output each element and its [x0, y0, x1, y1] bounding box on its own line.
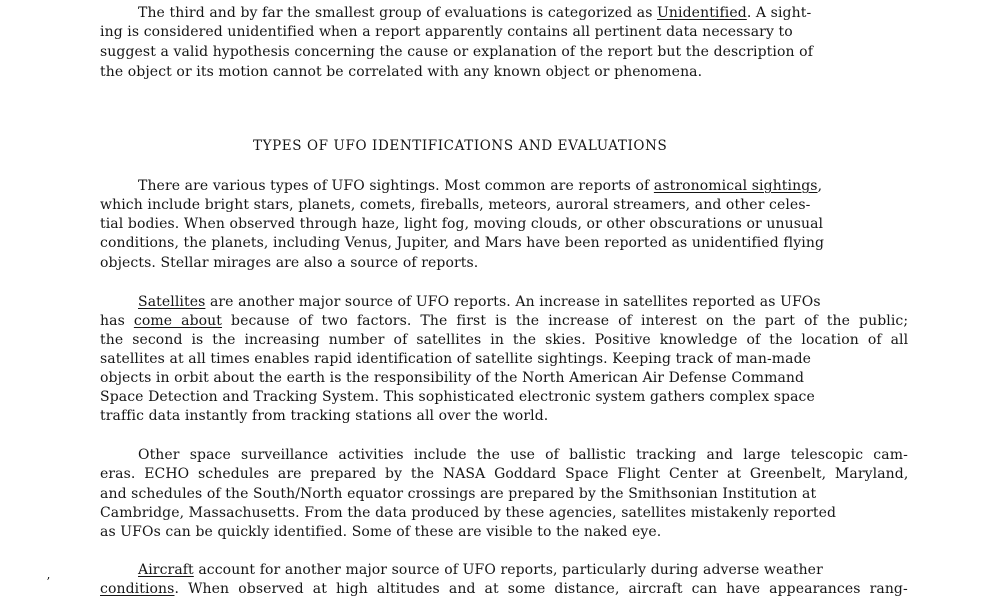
text-line: Other space surveillance activities include the use of ballistic tracking and large telescopic cam- — [138, 447, 908, 463]
text-line: objects in orbit about the earth is the responsibility of the North American Air Defense Command — [100, 370, 805, 386]
underlined-term-aircraft: Aircraft — [138, 562, 194, 578]
text-line: traffic data instantly from tracking stations all over the world. — [100, 408, 549, 424]
text-line: which include bright stars, planets, comets, fireballs, meteors, auroral streamers, and other celes- — [100, 197, 811, 213]
text-line: There are various types of UFO sightings. Most common are reports of astronomical sightings, — [138, 178, 823, 194]
text-line: The third and by far the smallest group of evaluations is categorized as Unidentified. A sight- — [138, 5, 812, 21]
text-line: conditions. When observed at high altitudes and at some distance, aircraft can have appearances rang- — [100, 581, 908, 597]
text-line: satellites at all times enables rapid identification of satellite sightings. Keeping track of man-made — [100, 351, 812, 367]
text-line: and schedules of the South/North equator crossings are prepared by the Smithsonian Institution at — [100, 486, 817, 502]
text-line: the second is the increasing number of satellites in the skies. Positive knowledge of the location of all — [100, 332, 909, 348]
text-line: eras. ECHO schedules are prepared by the NASA Goddard Space Flight Center at Greenbelt, Maryland, — [100, 466, 909, 482]
underlined-term-satellites: Satellites — [138, 294, 206, 310]
text-line: Space Detection and Tracking System. This sophisticated electronic system gathers complex space — [100, 389, 815, 405]
section-heading: TYPES OF UFO IDENTIFICATIONS AND EVALUATIONS — [253, 138, 668, 154]
text-line: as UFOs can be quickly identified. Some of these are visible to the naked eye. — [100, 524, 662, 540]
underlined-term-conditions: conditions — [100, 581, 175, 597]
underlined-term-come-about: come about — [133, 313, 223, 329]
text-line: conditions, the planets, including Venus, Jupiter, and Mars have been reported as unidentified flying — [100, 235, 825, 251]
scan-mark: ʼ — [46, 575, 50, 589]
text-line: ing is considered unidentified when a report apparently contains all pertinent data necessary to — [100, 24, 793, 40]
underlined-term-astronomical-sightings: astronomical sightings — [653, 178, 818, 194]
underlined-term-unidentified: Unidentified — [657, 5, 747, 21]
text-line: suggest a valid hypothesis concerning the cause or explanation of the report but the description of — [100, 44, 813, 60]
text-line: Aircraft account for another major source of UFO reports, particularly during adverse weather — [138, 562, 823, 578]
text-line: Cambridge, Massachusetts. From the data produced by these agencies, satellites mistakenly reported — [100, 505, 837, 521]
text-line: Satellites are another major source of UFO reports. An increase in satellites reported as UFOs — [138, 294, 821, 310]
text-line: has come about because of two factors. The first is the increase of interest on the part of the public; — [100, 313, 909, 329]
text-line: objects. Stellar mirages are also a source of reports. — [100, 255, 479, 271]
text-line: the object or its motion cannot be correlated with any known object or phenomena. — [100, 64, 703, 80]
text-line: tial bodies. When observed through haze, light fog, moving clouds, or other obscurations or unusual — [100, 216, 824, 232]
